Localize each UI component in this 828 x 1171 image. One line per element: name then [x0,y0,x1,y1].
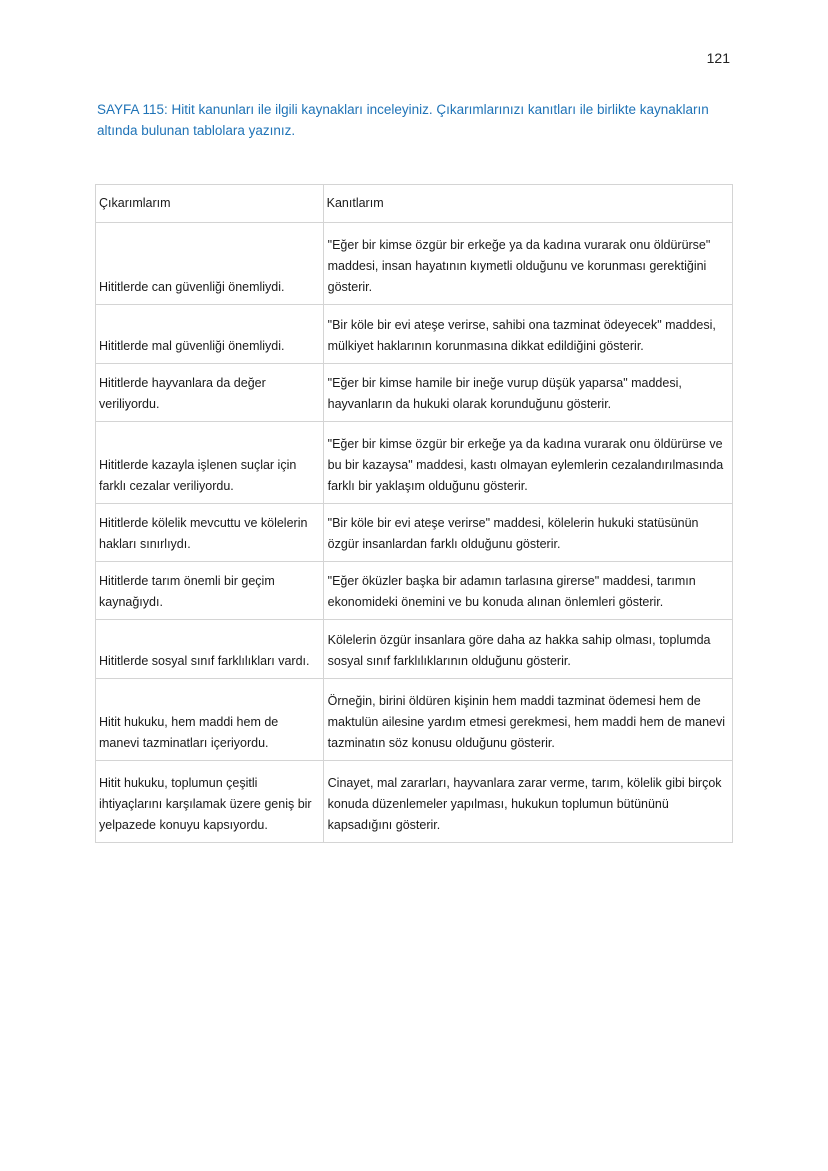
inference-cell: Hititlerde mal güvenliği önemliydi. [96,305,324,364]
table-row [96,223,733,305]
instruction-text: SAYFA 115: Hitit kanunları ile ilgili kaynakları inceleyiniz. Çıkarımlarınızı kanıtları ile birlikte kaynakların altında bulunan tablolara yazınız. [97,102,709,138]
inference-cell: Hitit hukuku, hem maddi hem de manevi tazminatları içeriyordu. [96,679,324,761]
inference-cell: Hititlerde can güvenliği önemliydi. [96,223,324,305]
table-row [96,305,733,364]
table-row [96,504,733,562]
inference-cell: Hititlerde hayvanlara da değer veriliyordu. [96,364,324,422]
evidence-cell: Cinayet, mal zararları, hayvanlara zarar verme, tarım, kölelik gibi birçok konuda düzenlemeler yapılması, hukukun toplumun bütününü kapsadığını gösterir. [323,761,732,843]
inference-cell: Hititlerde sosyal sınıf farklılıkları vardı. [96,620,324,679]
evidence-cell: "Bir köle bir evi ateşe verirse, sahibi ona tazminat ödeyecek" maddesi, mülkiyet haklarının korunmasına dikkat edildiğini gösterir. [323,305,732,364]
table-row [96,679,733,761]
table-row [96,761,733,843]
header-inferences: Çıkarımlarım [96,185,324,223]
page-number: 121 [706,50,730,66]
table-row [96,422,733,504]
evidence-cell: "Eğer bir kimse hamile bir ineğe vurup düşük yaparsa" maddesi, hayvanların da hukuki olarak korunduğunu gösterir. [323,364,732,422]
evidence-cell: "Eğer bir kimse özgür bir erkeğe ya da kadına vurarak onu öldürürse" maddesi, insan hayatının kıymetli olduğunu ve korunması gerektiğini gösterir. [323,223,732,305]
table-row [96,364,733,422]
evidence-cell: "Bir köle bir evi ateşe verirse" maddesi, kölelerin hukuki statüsünün özgür insanlardan farklı olduğunu gösterir. [323,504,732,562]
table-header-row [96,185,733,223]
inference-cell: Hititlerde tarım önemli bir geçim kaynağıydı. [96,562,324,620]
table-row [96,620,733,679]
inference-evidence-table [95,184,733,843]
inference-cell: Hititlerde kölelik mevcuttu ve kölelerin hakları sınırlıydı. [96,504,324,562]
header-evidence: Kanıtlarım [323,185,732,223]
evidence-cell: Örneğin, birini öldüren kişinin hem maddi tazminat ödemesi hem de maktulün ailesine yardım etmesi gerekmesi, hem maddi hem de manevi tazminatın söz konusu olduğunu gösterir. [323,679,732,761]
inference-cell: Hititlerde kazayla işlenen suçlar için farklı cezalar veriliyordu. [96,422,324,504]
evidence-cell: Kölelerin özgür insanlara göre daha az hakka sahip olması, toplumda sosyal sınıf farklılıklarının olduğunu gösterir. [323,620,732,679]
table-row [96,562,733,620]
inference-cell: Hitit hukuku, toplumun çeşitli ihtiyaçlarını karşılamak üzere geniş bir yelpazede konuyu kapsıyordu. [96,761,324,843]
evidence-cell: "Eğer öküzler başka bir adamın tarlasına girerse" maddesi, tarımın ekonomideki önemini ve bu konuda alınan önlemleri gösterir. [323,562,732,620]
evidence-cell: "Eğer bir kimse özgür bir erkeğe ya da kadına vurarak onu öldürürse ve bu bir kazaysa" maddesi, kastı olmayan eylemlerin cezalandırılmasında farklı bir yaklaşım olduğunu gösterir. [323,422,732,504]
